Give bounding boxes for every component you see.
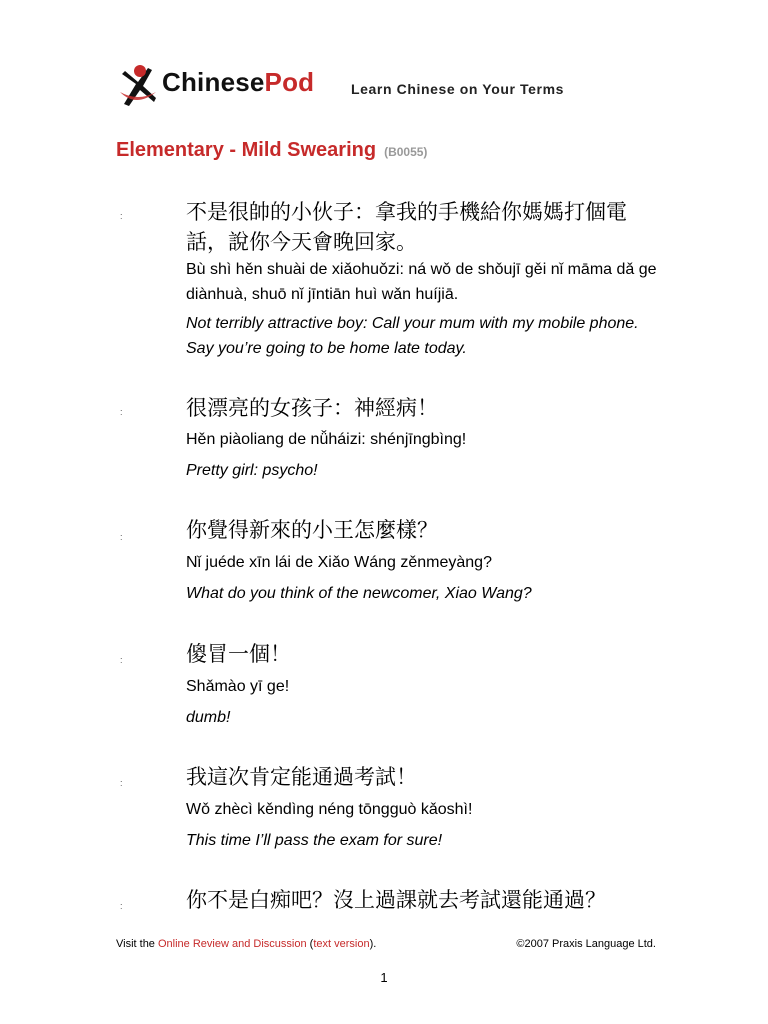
logo-word-pod: Pod bbox=[264, 67, 315, 97]
page-number: 1 bbox=[380, 970, 388, 985]
tagline: Learn Chinese on Your Terms bbox=[351, 81, 565, 97]
pinyin-line: Shǎmào yī ge! bbox=[186, 678, 290, 695]
speaker-label: : bbox=[120, 778, 123, 788]
english-line: This time I’ll pass the exam for sure! bbox=[186, 832, 443, 849]
copyright-notice: ©2007 Praxis Language Ltd. bbox=[516, 938, 656, 950]
speaker-label: : bbox=[120, 901, 123, 911]
speaker-label: : bbox=[120, 655, 123, 665]
footer-visit-text bbox=[116, 936, 376, 952]
english-line: dumb! bbox=[186, 709, 231, 726]
speaker-label: : bbox=[120, 407, 123, 417]
footer-paren-open: ( bbox=[306, 938, 314, 950]
speaker-label: : bbox=[120, 211, 123, 221]
footer-visit-prefix: Visit the bbox=[116, 938, 158, 950]
lesson-title: Elementary - Mild Swearing bbox=[116, 139, 377, 161]
hanzi-line: 很漂亮的女孩子：神經病！ bbox=[186, 396, 438, 420]
logo-word-chinese: Chinese bbox=[162, 67, 265, 97]
text-version-link[interactable]: text version bbox=[313, 938, 370, 950]
hanzi-line: 不是很帥的小伙子：拿我的手機給你媽媽打個電話，說你今天會晚回家。 bbox=[186, 200, 627, 254]
hanzi-line: 傻冒一個！ bbox=[186, 642, 291, 666]
footer-paren-close: ). bbox=[369, 938, 377, 950]
pinyin-line: Wǒ zhècì kěndìng néng tōngguò kǎoshì! bbox=[186, 801, 473, 818]
pinyin-line: Hěn piàoliang de nǚháizi: shénjīngbìng! bbox=[186, 431, 467, 448]
english-line: Not terribly attractive boy: Call your mum with my mobile phone. Say you’re going to be home late today. bbox=[186, 315, 639, 357]
hanzi-line: 你不是白痴吧？沒上過課就去考試還能通過？ bbox=[186, 888, 606, 912]
online-review-link[interactable]: Online Review and Discussion bbox=[158, 938, 307, 950]
pinyin-line: Bù shì hěn shuài de xiǎohuǒzi: ná wǒ de shǒujī gěi nǐ māma dǎ ge diànhuà, shuō nǐ jīntiān huì wǎn huíjiā. bbox=[186, 261, 657, 303]
english-line: What do you think of the newcomer, Xiao Wang? bbox=[186, 585, 532, 602]
lesson-code: (B0055) bbox=[384, 145, 428, 159]
english-line: Pretty girl: psycho! bbox=[186, 462, 318, 479]
hanzi-line: 你覺得新來的小王怎麼樣？ bbox=[186, 518, 438, 542]
speaker-label: : bbox=[120, 532, 123, 542]
pinyin-line: Nǐ juéde xīn lái de Xiǎo Wáng zěnmeyàng? bbox=[186, 554, 492, 571]
hanzi-line: 我這次肯定能通過考試！ bbox=[186, 765, 417, 789]
